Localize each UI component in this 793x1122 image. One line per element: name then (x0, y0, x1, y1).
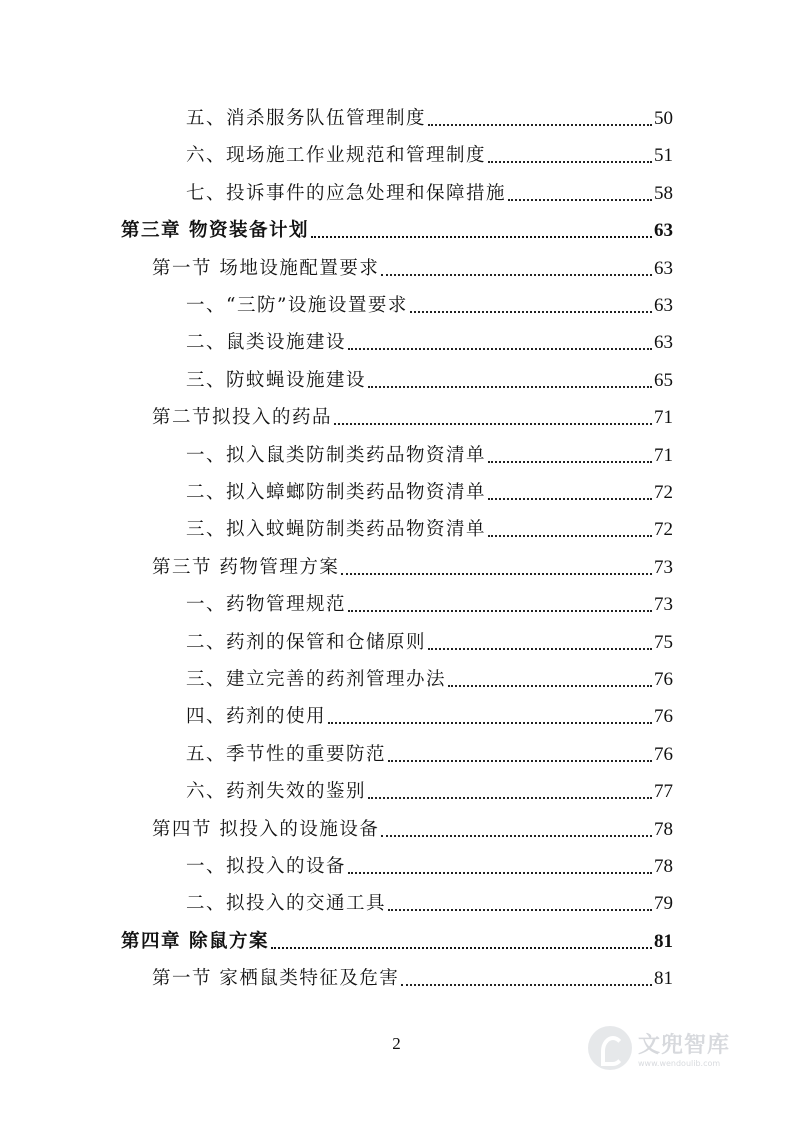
toc-dot-leader (410, 311, 652, 313)
toc-subsection-entry[interactable] (186, 668, 673, 692)
toc-chapter-entry[interactable] (121, 930, 673, 954)
toc-dot-leader (348, 872, 652, 874)
toc-entry-title: 三、防蚊蝇设施建设 (186, 369, 367, 391)
toc-entry-title: 第四章 除鼠方案 (121, 930, 269, 952)
toc-dot-leader (388, 760, 652, 762)
toc-subsection-entry[interactable] (186, 294, 673, 318)
toc-dot-leader (488, 461, 652, 463)
toc-entry-title: 五、季节性的重要防范 (186, 743, 387, 765)
toc-dot-leader (311, 236, 652, 238)
toc-entry-title: 一、“三防”设施设置要求 (186, 295, 408, 316)
toc-dot-leader (508, 199, 652, 201)
toc-page-number: 71 (654, 444, 673, 466)
page-number: 2 (392, 1034, 401, 1053)
toc-page-number: 73 (654, 556, 673, 578)
toc-entry-title: 一、药物管理规范 (186, 594, 347, 616)
toc-page-number: 63 (654, 220, 673, 242)
toc-subsection-entry[interactable] (186, 780, 673, 804)
toc-subsection-entry[interactable] (186, 331, 673, 355)
toc-chapter-entry[interactable] (121, 219, 673, 243)
toc-page-number: 75 (654, 631, 673, 653)
toc-dot-leader (488, 535, 652, 537)
toc-page-number: 73 (654, 594, 673, 616)
toc-entry-title: 第一节 家栖鼠类特征及危害 (152, 968, 400, 990)
toc-dot-leader (348, 610, 652, 612)
toc-entry-title: 第二节拟投入的药品 (152, 407, 333, 429)
toc-page-number: 71 (654, 407, 673, 429)
toc-page-number: 58 (654, 182, 673, 204)
toc-page-number: 65 (654, 369, 673, 391)
toc-entry-title: 第三节 药物管理方案 (152, 556, 340, 578)
toc-entry-title: 六、现场施工作业规范和管理制度 (186, 145, 487, 167)
toc-page-number: 81 (654, 930, 673, 952)
toc-subsection-entry[interactable] (186, 705, 673, 729)
toc-entry-title: 四、药剂的使用 (186, 706, 327, 728)
toc-subsection-entry[interactable] (186, 743, 673, 767)
toc-entry-title: 第四节 拟投入的设施设备 (152, 818, 380, 840)
toc-dot-leader (381, 274, 652, 276)
toc-entry-title: 二、药剂的保管和仓储原则 (186, 631, 427, 653)
toc-dot-leader (271, 947, 652, 949)
toc-entry-title: 第一节 场地设施配置要求 (152, 257, 380, 279)
toc-dot-leader (488, 498, 652, 500)
toc-dot-leader (428, 124, 652, 126)
toc-dot-leader (341, 573, 652, 575)
toc-subsection-entry[interactable] (186, 144, 673, 168)
toc-subsection-entry[interactable] (186, 593, 673, 617)
toc-subsection-entry[interactable] (186, 481, 673, 505)
toc-subsection-entry[interactable] (186, 855, 673, 879)
toc-entry-title: 二、拟投入的交通工具 (186, 893, 387, 915)
toc-subsection-entry[interactable] (186, 518, 673, 542)
watermark-logo-icon (588, 1026, 632, 1070)
toc-section-entry[interactable] (152, 818, 673, 842)
watermark (588, 1020, 758, 1076)
toc-page-number: 63 (654, 257, 673, 279)
toc-page-number: 81 (654, 968, 673, 990)
toc-entry-title: 五、消杀服务队伍管理制度 (186, 108, 427, 129)
toc-page-number: 76 (654, 706, 673, 728)
toc-dot-leader (348, 348, 652, 350)
toc-dot-leader (488, 161, 652, 163)
toc-page-number: 76 (654, 743, 673, 765)
toc-page-number: 76 (654, 669, 673, 690)
toc-subsection-entry[interactable] (186, 182, 673, 206)
toc-page-number: 50 (654, 108, 673, 129)
toc-dot-leader (401, 984, 652, 986)
toc-dot-leader (448, 685, 652, 687)
toc-dot-leader (368, 797, 652, 799)
toc-page-number: 78 (654, 818, 673, 840)
toc-subsection-entry[interactable] (186, 631, 673, 655)
toc-entry-title: 三、拟入蚊蝇防制类药品物资清单 (186, 519, 487, 541)
toc-dot-leader (368, 386, 652, 388)
toc-page-number: 72 (654, 519, 673, 541)
toc-dot-leader (381, 835, 652, 837)
toc-section-entry[interactable] (152, 257, 673, 281)
toc-subsection-entry[interactable] (186, 107, 673, 131)
toc-page-number: 72 (654, 482, 673, 503)
toc-entry-title: 三、建立完善的药剂管理办法 (186, 669, 447, 690)
toc-entry-title: 二、拟入蟑螂防制类药品物资清单 (186, 482, 487, 503)
toc-section-entry[interactable] (152, 556, 673, 580)
toc-subsection-entry[interactable] (186, 892, 673, 916)
toc-page-number: 78 (654, 856, 673, 877)
toc-subsection-entry[interactable] (186, 444, 673, 468)
watermark-title: 文兜智库 (638, 1033, 731, 1058)
toc-page-number: 63 (654, 332, 673, 354)
toc-entry-title: 二、鼠类设施建设 (186, 332, 347, 354)
toc-page-number: 79 (654, 893, 673, 915)
toc-page-number: 77 (654, 781, 673, 803)
toc-section-entry[interactable] (152, 967, 673, 991)
toc-entry-title: 一、拟投入的设备 (186, 856, 347, 877)
toc-dot-leader (428, 648, 652, 650)
toc-dot-leader (334, 423, 652, 425)
toc-entry-title: 六、药剂失效的鉴别 (186, 781, 367, 803)
watermark-url: www.wendoulib.com (638, 1059, 721, 1068)
toc-dot-leader (388, 909, 652, 911)
toc-subsection-entry[interactable] (186, 369, 673, 393)
toc-section-entry[interactable] (152, 406, 673, 430)
toc-dot-leader (328, 722, 652, 724)
toc-page-number: 63 (654, 295, 673, 316)
toc-entry-title: 七、投诉事件的应急处理和保障措施 (186, 182, 507, 204)
toc-page-number: 51 (654, 145, 673, 167)
toc-entry-title: 一、拟入鼠类防制类药品物资清单 (186, 444, 487, 466)
toc-entry-title: 第三章 物资装备计划 (121, 220, 309, 242)
